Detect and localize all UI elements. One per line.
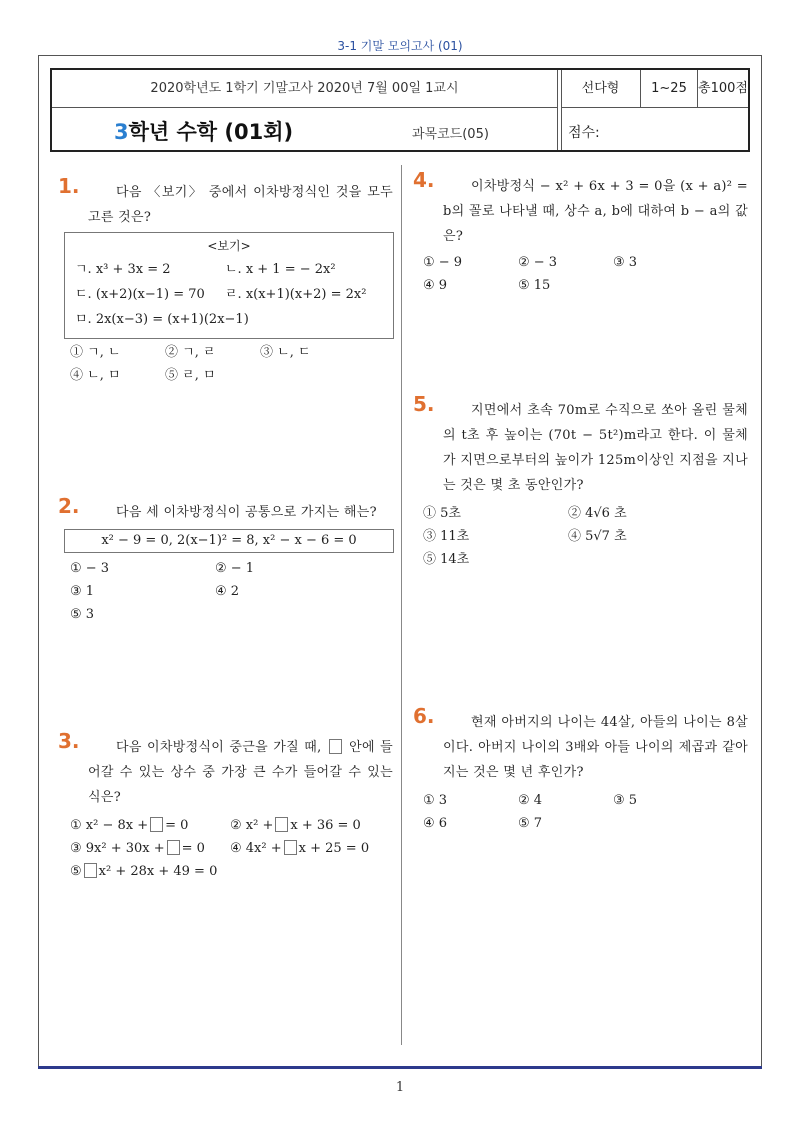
bogi-item: ㄴ. x + 1 = − 2x²	[225, 262, 336, 277]
answer-option[interactable]: ④ ㄴ, ㅁ	[70, 368, 121, 383]
question-number: 4.	[413, 168, 435, 192]
exam-info: 2020학년도 1학기 기말고사 2020년 7월 00일 1교시	[52, 70, 557, 108]
answer-option[interactable]: ④ 4x² + x + 25 = 0	[230, 841, 370, 856]
answer-option[interactable]: ① x² − 8x + = 0	[70, 818, 189, 833]
answer-option[interactable]: ④ 6	[423, 816, 448, 831]
answer-option[interactable]: ③ 9x² + 30x + = 0	[70, 841, 205, 856]
bogi-title: <보기>	[207, 239, 251, 253]
question-stem: 현재 아버지의 나이는 44살, 아들의 나이는 8살이다. 아버지 나이의 3배와 아들 나이의 제곱과 같아지는 것은 몇 년 후인가?	[443, 715, 748, 780]
question-stem: 다음 세 이차방정식이 공통으로 가지는 해는?	[116, 505, 377, 520]
question-stem: 이차방정식 − x² + 6x + 3 = 0을 (x + a)² = b의 꼴로 나타낼 때, 상수 a, b에 대하여 b − a의 값은?	[443, 179, 748, 244]
blank-box	[284, 840, 297, 855]
question-type-cell: 선다형	[561, 70, 641, 108]
blank-box	[275, 817, 288, 832]
footer-rule	[38, 1066, 762, 1069]
question-6	[413, 704, 748, 835]
question-stem: 다음 〈보기〉 중에서 이차방정식인 것을 모두 고른 것은?	[88, 185, 393, 225]
answer-option[interactable]: ⑤ 15	[518, 278, 551, 293]
blank-box	[329, 739, 342, 754]
blank-box	[84, 863, 97, 878]
answer-option[interactable]: ⑤ 3	[70, 607, 95, 622]
question-number: 1.	[58, 174, 80, 198]
exam-title	[114, 116, 293, 146]
answer-option[interactable]: ③ 3	[613, 255, 638, 270]
question-range-cell: 1~25	[641, 70, 698, 108]
bogi-item: ㄱ. x³ + 3x = 2	[75, 262, 171, 277]
exam-title-text: 학년 수학 (01회)	[128, 120, 294, 144]
bogi-item: ㄹ. x(x+1)(x+2) = 2x²	[225, 287, 367, 302]
answer-option[interactable]: ② − 1	[215, 561, 255, 576]
question-stem: 다음 이차방정식이 중근을 가질 때, 안에 들어갈 수 있는 상수 중 가장 큰 수가 들어갈 수 있는 식은?	[88, 740, 393, 805]
grade-number: 3	[114, 120, 129, 144]
answer-option[interactable]: ③ 11초	[423, 529, 470, 544]
question-5	[413, 392, 748, 571]
blank-box	[167, 840, 180, 855]
answer-option[interactable]: ④ 2	[215, 584, 240, 599]
bogi-box	[64, 232, 394, 339]
answer-option[interactable]: ② x² + x + 36 = 0	[230, 818, 361, 833]
answer-option[interactable]: ⑤ x² + 28x + 49 = 0	[70, 864, 218, 879]
question-number: 2.	[58, 494, 80, 518]
answer-option[interactable]: ⑤ 7	[518, 816, 543, 831]
answer-option[interactable]: ③ 5	[613, 793, 638, 808]
question-1	[58, 174, 393, 387]
answer-option[interactable]: ③ 1	[70, 584, 95, 599]
answer-option[interactable]: ② ㄱ, ㄹ	[165, 345, 216, 360]
answer-option[interactable]: ③ ㄴ, ㄷ	[260, 345, 311, 360]
answer-option[interactable]: ① 3	[423, 793, 448, 808]
exam-header	[50, 68, 750, 152]
answer-option[interactable]: ⑤ ㄹ, ㅁ	[165, 368, 216, 383]
answer-option[interactable]: ② 4	[518, 793, 543, 808]
column-divider	[401, 165, 402, 1045]
question-stem: 지면에서 초속 70m로 수직으로 쏘아 올린 물체의 t초 후 높이는 (70t − 5t²)m라고 한다. 이 물체가 지면으로부터의 높이가 125m이상인 지점을 지나는 것은 몇 초 동안인가?	[443, 403, 748, 493]
answer-option[interactable]: ⑤ 14초	[423, 552, 470, 567]
bogi-item: ㄷ. (x+2)(x−1) = 70	[75, 287, 205, 302]
answer-option[interactable]: ④ 5√7 초	[568, 529, 627, 544]
equations-box: x² − 9 = 0, 2(x−1)² = 8, x² − x − 6 = 0	[64, 529, 394, 553]
answer-option[interactable]: ① ㄱ, ㄴ	[70, 345, 121, 360]
header-divider	[557, 70, 558, 150]
answer-option[interactable]: ② 4√6 초	[568, 506, 627, 521]
question-number: 5.	[413, 392, 435, 416]
answer-option[interactable]: ① − 9	[423, 255, 463, 270]
blank-box	[150, 817, 163, 832]
question-3	[58, 729, 393, 883]
bogi-item: ㅁ. 2x(x−3) = (x+1)(2x−1)	[75, 312, 249, 327]
answer-option[interactable]: ② − 3	[518, 255, 558, 270]
total-score-cell: 총100점	[698, 70, 748, 108]
question-number: 6.	[413, 704, 435, 728]
page-number: 1	[395, 1080, 405, 1095]
score-field[interactable]: 점수:	[568, 125, 600, 141]
answer-option[interactable]: ① − 3	[70, 561, 110, 576]
question-number: 3.	[58, 729, 80, 753]
answer-option[interactable]: ④ 9	[423, 278, 448, 293]
subject-code: 과목코드(05)	[412, 127, 489, 142]
answer-option[interactable]: ① 5초	[423, 506, 461, 521]
question-4	[413, 168, 748, 297]
exam-top-label: 3-1 기말 모의고사 (01)	[337, 39, 463, 53]
question-2	[58, 494, 393, 626]
